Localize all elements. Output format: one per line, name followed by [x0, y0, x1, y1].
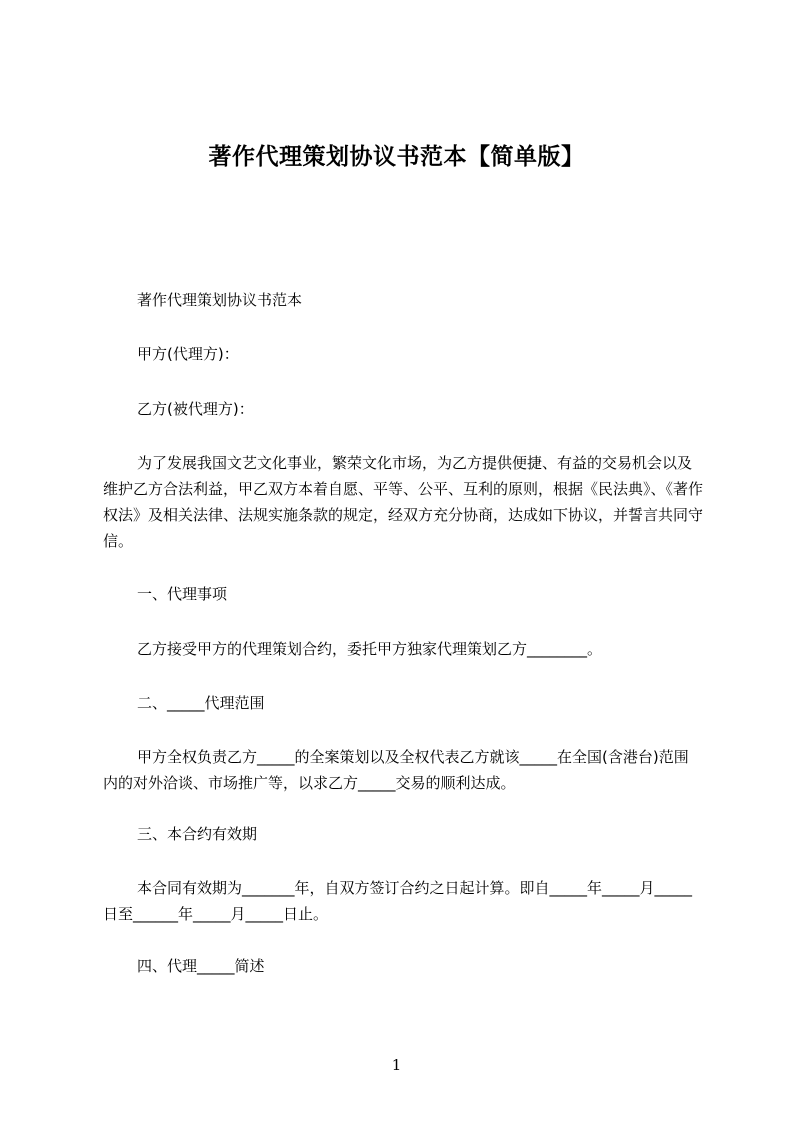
page-number: 1: [391, 1056, 402, 1074]
section-4-heading: 四、代理_____简述: [137, 957, 265, 975]
party-b-paragraph: 乙方(被代理方)：: [137, 400, 254, 418]
preamble-paragraph: 为了发展我国文艺文化事业，繁荣文化市场，为乙方提供便捷、有益的交易机会以及维护乙方合法利益，甲乙双方本着自愿、平等、公平、互利的原则，根据《民法典》、《著作权法》及相关法律、法规实施条款的规定，经双方充分协商，达成如下协议，并誓言共同守信。: [103, 454, 704, 550]
document-title: 著作代理策划协议书范本【简单版】: [208, 144, 585, 170]
subtitle-paragraph: 著作代理策划协议书范本: [137, 291, 303, 309]
section-2-body: 甲方全权负责乙方_____的全案策划以及全权代表乙方就该_____在全国(含港台)范围内的对外洽谈、市场推广等，以求乙方_____交易的顺利达成。: [103, 748, 689, 792]
section-2-heading: 二、_____代理范围: [137, 694, 265, 712]
section-3-heading: 三、本合约有效期: [137, 825, 258, 843]
party-a-paragraph: 甲方(代理方)：: [137, 345, 239, 363]
section-1-heading: 一、代理事项: [137, 585, 228, 603]
section-3-body: 本合同有效期为_______年，自双方签订合约之日起计算。即自_____年_____月_____日至______年_____月_____日止。: [103, 879, 693, 923]
section-1-body: 乙方接受甲方的代理策划合约，委托甲方独家代理策划乙方________。: [137, 640, 603, 658]
